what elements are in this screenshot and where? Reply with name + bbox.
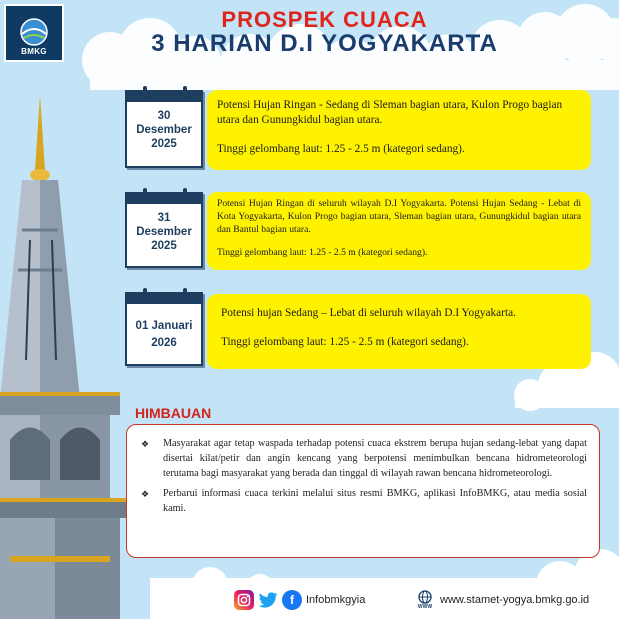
bullet-icon: ❖ bbox=[141, 489, 150, 500]
calendar-card-day2 bbox=[125, 192, 203, 268]
date-year: 2025 bbox=[151, 138, 177, 150]
social-handle[interactable]: Infobmkgyia bbox=[306, 594, 366, 606]
calendar-card-day3 bbox=[125, 292, 203, 366]
social-media bbox=[234, 588, 365, 612]
date-month: Desember bbox=[136, 124, 192, 136]
website-link[interactable]: www.stamet-yogya.bmkg.go.id bbox=[440, 594, 590, 606]
instagram-icon[interactable] bbox=[234, 590, 254, 610]
date-year: 2025 bbox=[151, 240, 177, 252]
calendar-card-day1 bbox=[125, 90, 203, 168]
himbauan-text: Perbarui informasi cuaca terkini melalui situs resmi BMKG, aplikasi InfoBMKG, atau media sosial kami. bbox=[163, 488, 587, 515]
facebook-icon[interactable]: f bbox=[282, 590, 302, 610]
twitter-icon[interactable] bbox=[258, 590, 278, 610]
website-info bbox=[415, 588, 589, 612]
forecast-description: Potensi Hujan Ringan - Sedang di Sleman bagian utara, Kulon Progo bagian utara dan Gunungkidul bagian utara. bbox=[217, 99, 563, 127]
globe-icon bbox=[415, 590, 435, 610]
date-month: Desember bbox=[136, 226, 192, 238]
wave-height: Tinggi gelombang laut: 1.25 - 2.5 m (kategori sedang). bbox=[217, 142, 465, 155]
list-item bbox=[141, 487, 587, 517]
forecast-description: Potensi hujan Sedang – Lebat di seluruh wilayah D.I Yogyakarta. bbox=[221, 307, 516, 319]
date-day: 30 bbox=[157, 110, 171, 122]
himbauan-box bbox=[126, 424, 600, 558]
date-day-month: 01 Januari bbox=[135, 320, 193, 332]
www-label: WWW bbox=[417, 604, 433, 610]
page-title-line1: PROSPEK CUACA bbox=[221, 7, 428, 32]
wave-height: Tinggi gelombang laut: 1.25 - 2.5 m (kategori sedang). bbox=[217, 246, 428, 258]
himbauan-text: Masyarakat agar tetap waspada terhadap potensi cuaca ekstrem berupa hujan sedang-lebat yang dapat disertai kilat/petir dan angin kencang yang berpotensi menimbulkan bencana hidrometeorologi terutama bagi masyarakat yang berada dan tinggal di wilayah rawan bencana hidrometeorologi. bbox=[163, 438, 587, 479]
page-title-line2: 3 HARIAN D.I YOGYAKARTA bbox=[151, 30, 498, 57]
date-year: 2026 bbox=[151, 337, 177, 349]
himbauan-title: HIMBAUAN bbox=[135, 405, 212, 421]
forecast-box-day1 bbox=[207, 90, 591, 170]
bullet-icon: ❖ bbox=[141, 439, 150, 449]
forecast-box-day2 bbox=[207, 192, 591, 270]
forecast-box-day3 bbox=[207, 294, 591, 369]
list-item bbox=[141, 437, 587, 481]
wave-height: Tinggi gelombang laut: 1.25 - 2.5 m (kategori sedang). bbox=[221, 336, 469, 349]
forecast-description: Potensi Hujan Ringan di seluruh wilayah D.I Yogyakarta. Potensi Hujan Sedang - Lebat di Kota Yogyakarta, Kulon Progo bagian utara, Sleman bagian utara, Gunungkidul bagian utara dan Bantul bagian utara. bbox=[217, 198, 581, 235]
date-day: 31 bbox=[157, 212, 171, 224]
logo-text: BMKG bbox=[21, 47, 47, 56]
